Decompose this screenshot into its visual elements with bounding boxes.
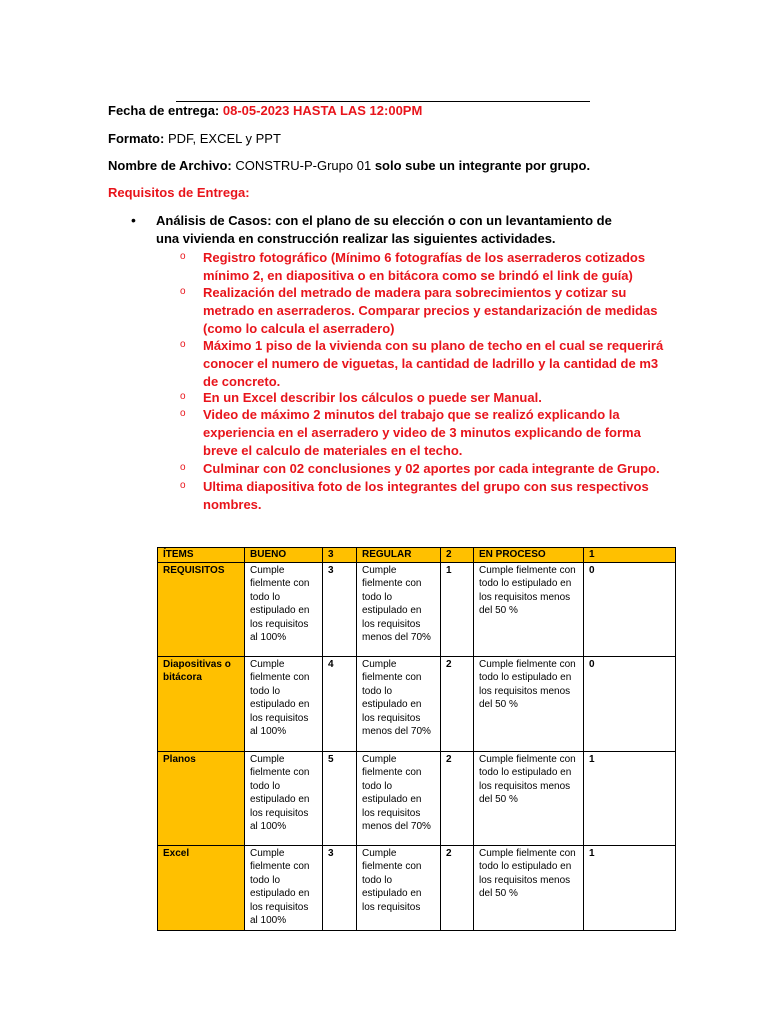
criteria-cell: Cumple fielmente con todo lo estipulado en los requisitos [357, 845, 441, 930]
delivery-label: Fecha de entrega: [108, 103, 220, 118]
format-value: PDF, EXCEL y PPT [167, 131, 281, 146]
table-row [158, 751, 676, 845]
sub-item-text: Registro fotográfico (Mínimo 6 fotografías de los aserraderos cotizados mínimo 2, en diapositiva o en bitácora como se brindó el link de guía) [203, 250, 646, 283]
criteria-cell: Cumple fielmente con todo lo estipulado en los requisitos menos del 50 % [474, 751, 584, 845]
score-cell: 1 [584, 751, 676, 845]
score-cell: 4 [323, 656, 357, 751]
filename-label: Nombre de Archivo: [108, 158, 232, 173]
sub-item-marker: o [180, 462, 186, 473]
score-cell: 1 [441, 562, 474, 656]
sub-item-marker: o [180, 391, 186, 402]
criteria-cell: Cumple fielmente con todo lo estipulado en los requisitos menos del 50 % [474, 562, 584, 656]
filename-line [108, 157, 590, 175]
score-cell: 0 [584, 656, 676, 751]
score-cell: 0 [584, 562, 676, 656]
header-cell: EN PROCESO [474, 548, 584, 563]
score-cell: 2 [441, 751, 474, 845]
header-cell: ÍTEMS [158, 548, 245, 563]
score-cell: 5 [323, 751, 357, 845]
filename-value: CONSTRU-P-Grupo 01 [235, 158, 372, 173]
table-row [158, 562, 676, 656]
rubric-header-row [158, 548, 676, 563]
rubric-table [157, 547, 676, 931]
criteria-cell: Cumple fielmente con todo lo estipulado en los requisitos al 100% [245, 845, 323, 930]
criteria-cell: Cumple fielmente con todo lo estipulado en los requisitos menos del 70% [357, 751, 441, 845]
header-cell: 2 [441, 548, 474, 563]
delivery-date-line [108, 102, 422, 120]
filename-note: solo sube un integrante por grupo. [374, 158, 591, 173]
table-row [158, 656, 676, 751]
main-item [156, 212, 626, 248]
item-cell: Excel [158, 845, 245, 930]
item-cell: Planos [158, 751, 245, 845]
criteria-cell: Cumple fielmente con todo lo estipulado en los requisitos menos del 50 % [474, 656, 584, 751]
item-cell: Diapositivas o bitácora [158, 656, 245, 751]
sub-item-marker: o [180, 251, 186, 262]
sub-item-marker: o [180, 480, 186, 491]
sub-item-text: Realización del metrado de madera para sobrecimientos y cotizar su metrado en aserraderos. Comparar precios y estandarización de medidas (como lo calcula el aserradero) [203, 285, 658, 336]
bullet-marker: • [131, 212, 136, 228]
criteria-cell: Cumple fielmente con todo lo estipulado en los requisitos al 100% [245, 562, 323, 656]
sub-item-text: Video de máximo 2 minutos del trabajo que se realizó explicando la experiencia en el aserradero y video de 3 minutos explicando de forma breve el calculo de materiales en el techo. [203, 407, 641, 458]
main-item-lead: Análisis de Casos [156, 213, 268, 228]
item-cell: REQUISITOS [158, 562, 245, 656]
format-label: Formato: [108, 131, 165, 146]
sub-item-text: Máximo 1 piso de la vivienda con su plano de techo en el cual se requerirá conocer el numero de viguetas, la cantidad de ladrillo y la cantidad de m3 de concreto. [203, 338, 664, 389]
sub-item-marker: o [180, 286, 186, 297]
score-cell: 3 [323, 845, 357, 930]
score-cell: 1 [584, 845, 676, 930]
criteria-cell: Cumple fielmente con todo lo estipulado en los requisitos menos del 70% [357, 656, 441, 751]
criteria-cell: Cumple fielmente con todo lo estipulado en los requisitos al 100% [245, 656, 323, 751]
table-row [158, 845, 676, 930]
requirements-title: Requisitos de Entrega: [108, 185, 250, 200]
header-cell: 1 [584, 548, 676, 563]
criteria-cell: Cumple fielmente con todo lo estipulado en los requisitos menos del 50 % [474, 845, 584, 930]
header-cell: BUENO [245, 548, 323, 563]
sub-item-text: Culminar con 02 conclusiones y 02 aportes por cada integrante de Grupo. [203, 461, 660, 476]
sub-item-marker: o [180, 339, 186, 350]
criteria-cell: Cumple fielmente con todo lo estipulado en los requisitos menos del 70% [357, 562, 441, 656]
header-cell: REGULAR [357, 548, 441, 563]
header-cell: 3 [323, 548, 357, 563]
sub-item-marker: o [180, 408, 186, 419]
main-item-text: : con el plano de su elección o con un levantamiento de una vivienda en construcción realizar las siguientes actividades. [156, 213, 612, 246]
criteria-cell: Cumple fielmente con todo lo estipulado en los requisitos al 100% [245, 751, 323, 845]
delivery-value: 08-05-2023 HASTA LAS 12:00PM [222, 103, 423, 118]
score-cell: 2 [441, 845, 474, 930]
sub-item-text: Ultima diapositiva foto de los integrantes del grupo con sus respectivos nombres. [203, 479, 649, 512]
sub-item-text: En un Excel describir los cálculos o puede ser Manual. [203, 390, 542, 405]
format-line [108, 130, 281, 148]
score-cell: 3 [323, 562, 357, 656]
score-cell: 2 [441, 656, 474, 751]
